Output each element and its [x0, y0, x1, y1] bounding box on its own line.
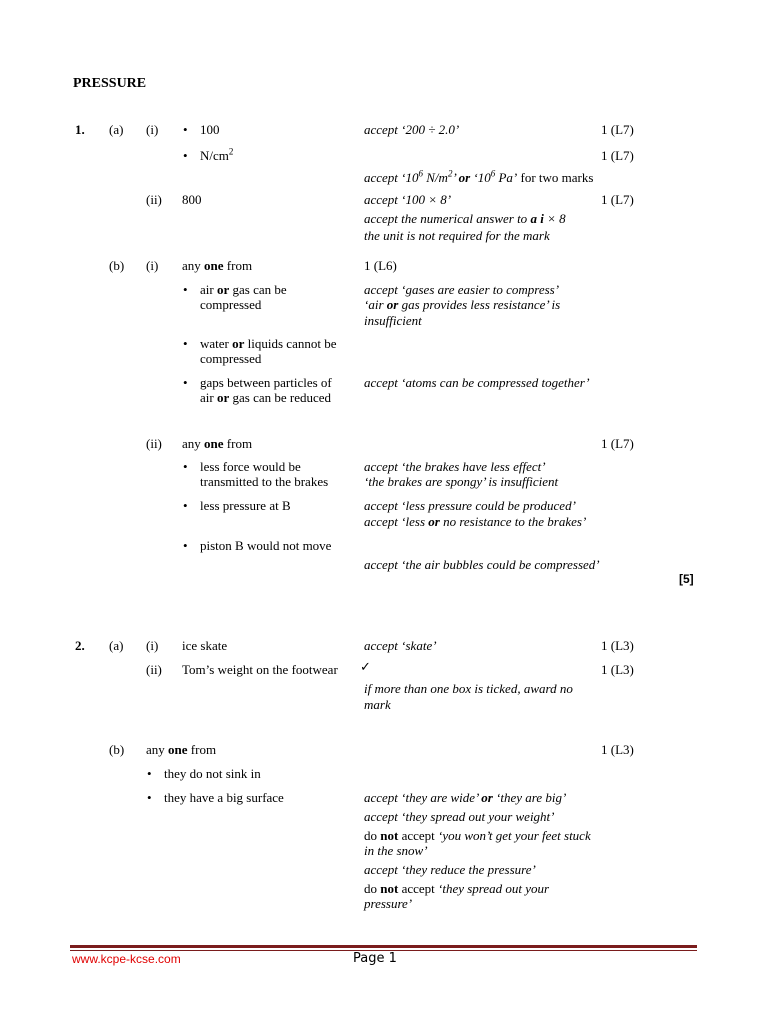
accept-text: no resistance to the brakes’ [439, 514, 587, 529]
reject-note-cont: in the snow’ [364, 843, 428, 858]
accept-text: Pa’ [495, 170, 518, 185]
or-keyword: or [428, 514, 440, 529]
mark-1a-i-1: 1 (L7) [601, 122, 634, 137]
option-text: gas can be reduced [229, 390, 332, 405]
accept-note: accept ‘100 × 8’ [364, 192, 452, 207]
subpart-label-1a-ii: (ii) [146, 192, 162, 207]
intro-text: from [187, 742, 217, 757]
subpart-label-1b-ii: (ii) [146, 436, 162, 451]
subpart-label-1a-i: (i) [146, 122, 159, 137]
reject-note-cont: pressure’ [364, 896, 413, 911]
reject-text: ‘they spread out your [434, 881, 550, 896]
accept-note: accept ‘200 ÷ 2.0’ [364, 122, 460, 137]
reject-text: accept [398, 828, 435, 843]
accept-note: accept ‘the air bubbles could be compressed’ [364, 557, 600, 572]
question-number-2: 2. [75, 638, 85, 653]
accept-note [364, 514, 586, 530]
option-text-cont: compressed [200, 297, 262, 312]
mark-1b-i: 1 (L6) [364, 258, 397, 273]
reject-text: accept [398, 881, 435, 896]
answer-1a-i-value: • 100 [200, 122, 220, 138]
ref-keyword: a i [530, 211, 544, 226]
unit-exponent: 2 [228, 146, 234, 157]
accept-note: accept ‘they reduce the pressure’ [364, 862, 536, 877]
accept-note: accept ‘gases are easier to compress’ [364, 282, 560, 297]
option-item [200, 282, 287, 298]
option-item: • less pressure at B [200, 498, 291, 514]
option-text: air [200, 282, 217, 297]
accept-note: ‘the brakes are spongy’ is insufficient [364, 474, 559, 489]
reject-note [364, 828, 591, 844]
intro-text: from [223, 436, 253, 451]
accept-note: the unit is not required for the mark [364, 228, 550, 243]
mark-2a-i: 1 (L3) [601, 638, 634, 653]
accept-text: N/m [423, 170, 448, 185]
option-item: • they have a big surface [164, 790, 284, 806]
or-keyword: or [458, 170, 471, 185]
accept-note: insufficient [364, 313, 422, 328]
marking-note: if more than one box is ticked, award no [364, 681, 573, 696]
option-text: air [200, 390, 217, 405]
mark-1b-ii: 1 (L7) [601, 436, 634, 451]
accept-text: × 8 [543, 211, 566, 226]
any-one-from [182, 436, 252, 452]
not-keyword: not [380, 881, 399, 896]
accept-text: accept the numerical answer to [364, 211, 531, 226]
unit-base: N/cm [200, 148, 229, 163]
or-keyword: or [216, 390, 230, 405]
reject-note [364, 881, 549, 897]
accept-text: ‘they are big’ [492, 790, 567, 805]
intro-text: from [223, 258, 253, 273]
option-text-cont: transmitted to the brakes [200, 474, 329, 489]
reject-text: do [364, 828, 381, 843]
reject-text: do [364, 881, 381, 896]
accept-note: accept ‘atoms can be compressed together’ [364, 375, 590, 390]
mark-2b: 1 (L3) [601, 742, 634, 757]
mark-1a-ii: 1 (L7) [601, 192, 634, 207]
page-title: PRESSURE [73, 76, 147, 91]
option-item [200, 336, 336, 352]
option-item: • they do not sink in [164, 766, 261, 782]
page-number: Page 1 [353, 951, 397, 966]
answer-2a-ii: Tom’s weight on the footwear [182, 662, 338, 677]
one-keyword: one [204, 258, 224, 273]
accept-text: ‘10 [470, 170, 491, 185]
subpart-label-2a-ii: (ii) [146, 662, 162, 677]
answer-2a-i: ice skate [182, 638, 228, 653]
accept-text: ’ [452, 170, 459, 185]
intro-text: any [182, 258, 205, 273]
tick-icon: ✓ [360, 660, 371, 675]
accept-note [364, 211, 566, 227]
total-marks-q1: [5] [679, 572, 694, 586]
intro-text: any [146, 742, 169, 757]
accept-text: gas provides less resistance’ is [398, 297, 561, 312]
accept-note: accept ‘less pressure could be produced’ [364, 498, 576, 513]
question-number-1: 1. [75, 122, 85, 137]
part-label-2a: (a) [109, 638, 124, 653]
exponent: 6 [490, 168, 496, 179]
option-text-cont: compressed [200, 351, 262, 366]
or-keyword: or [216, 282, 230, 297]
option-text-cont [200, 390, 331, 406]
mark-2a-ii: 1 (L3) [601, 662, 634, 677]
accept-text: accept ‘less [364, 514, 429, 529]
accept-text: ‘air [364, 297, 387, 312]
accept-text: accept ‘they are wide’ [364, 790, 482, 805]
not-keyword: not [380, 828, 399, 843]
exponent: 6 [418, 168, 424, 179]
accept-note [364, 790, 566, 806]
or-keyword: or [386, 297, 399, 312]
option-item: • less force would be [200, 459, 301, 475]
or-keyword: or [481, 790, 493, 805]
answer-1a-i-unit [200, 148, 233, 164]
footer-rule [70, 945, 697, 948]
one-keyword: one [168, 742, 188, 757]
accept-text: accept ‘10 [364, 170, 419, 185]
option-item: • piston B would not move [200, 538, 331, 554]
or-keyword: or [232, 336, 245, 351]
subpart-label-1b-i: (i) [146, 258, 159, 273]
option-text: water [200, 336, 233, 351]
part-label-1b: (b) [109, 258, 125, 273]
mark-1a-i-2: 1 (L7) [601, 148, 634, 163]
subpart-label-2a-i: (i) [146, 638, 159, 653]
accept-note [364, 297, 560, 313]
accept-note: accept ‘the brakes have less effect’ [364, 459, 546, 474]
part-label-2b: (b) [109, 742, 125, 757]
reject-text: ‘you won’t get your feet stuck [434, 828, 591, 843]
accept-note: accept ‘skate’ [364, 638, 437, 653]
accept-note: accept ‘they spread out your weight’ [364, 809, 555, 824]
option-text: gas can be [229, 282, 287, 297]
marking-note: mark [364, 697, 391, 712]
any-one-from [146, 742, 216, 758]
one-keyword: one [204, 436, 224, 451]
footer-website-link[interactable]: www.kcpe-kcse.com [72, 952, 181, 966]
intro-text: any [182, 436, 205, 451]
option-text: liquids cannot be [244, 336, 337, 351]
answer-1a-ii: 800 [182, 192, 202, 207]
option-item: • gaps between particles of [200, 375, 332, 391]
part-label-1a: (a) [109, 122, 124, 137]
any-one-from [182, 258, 252, 274]
accept-text: for two marks [517, 170, 594, 185]
exponent: 2 [447, 168, 453, 179]
accept-note-two-marks [364, 170, 593, 186]
